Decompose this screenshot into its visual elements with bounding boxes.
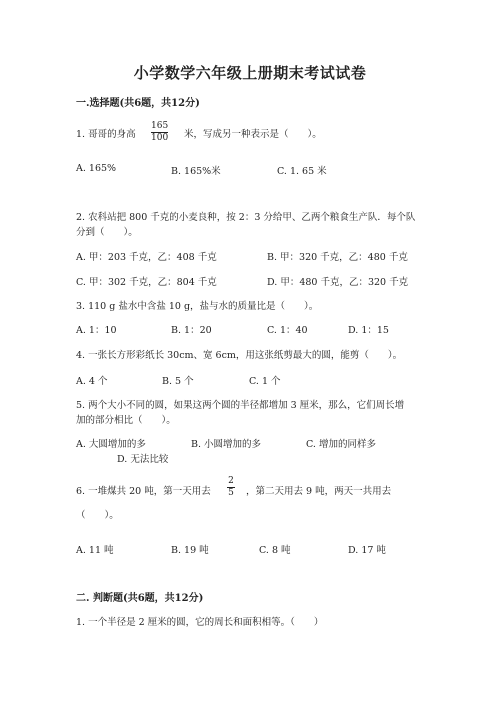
question-2-option-b: B. 甲：320 千克，乙：480 千克: [267, 252, 408, 263]
question-5-line-2: 加的部分相比（ ）。: [76, 415, 176, 426]
question-1-fraction: [151, 121, 168, 144]
question-5-option-a: A. 大圆增加的多: [76, 439, 146, 450]
question-6-option-a: A. 11 吨: [76, 545, 114, 556]
question-5-option-d: D. 无法比较: [117, 454, 169, 465]
question-2-option-d: D. 甲：480 千克，乙：320 千克: [267, 277, 409, 288]
question-3-option-c: C. 1：40: [267, 325, 308, 336]
question-4-option-c: C. 1 个: [249, 376, 281, 387]
question-6-option-b: B. 19 吨: [171, 545, 209, 556]
question-3-option-a: A. 1：10: [76, 325, 117, 336]
judgement-1-line-1: 1. 一个半径是 2 厘米的圆，它的周长和面积相等。（ ）: [76, 617, 324, 628]
fraction-numerator: 2: [228, 476, 234, 486]
question-6-option-d: D. 17 吨: [348, 545, 386, 556]
question-6-suffix: ，第二天用去 9 吨，两天一共用去: [246, 486, 392, 497]
question-3-option-b: B. 1：20: [171, 325, 212, 336]
page-title: 小学数学六年级上册期末考试试卷: [133, 64, 367, 82]
fraction-numerator: 165: [151, 121, 169, 131]
section-heading-choice: 一.选择题(共6题，共12分): [76, 98, 200, 109]
question-3-line-1: 3. 110 g 盐水中含盐 10 g，盐与水的质量比是（ ）。: [76, 301, 319, 312]
question-4-option-b: B. 5 个: [162, 376, 194, 387]
question-1-option-c: C. 1. 65 米: [277, 166, 327, 177]
question-4-line-1: 4. 一张长方形彩纸长 30cm、宽 6cm，用这张纸剪最大的圆，能剪（ ）。: [76, 350, 403, 361]
fraction-denominator: 100: [151, 133, 169, 143]
question-6-line-2: （ ）。: [76, 510, 119, 521]
question-2-line-2: 分到（ ）。: [76, 227, 138, 238]
question-6-prefix: 6. 一堆煤共 20 吨，第一天用去: [76, 486, 211, 497]
question-1-option-b: B. 165%米: [171, 166, 221, 177]
question-1-suffix: 米，写成另一种表示是（ ）。: [184, 129, 322, 140]
question-6-fraction: [227, 476, 235, 499]
question-5-option-b: B. 小圆增加的多: [191, 439, 262, 450]
question-3-option-d: D. 1：15: [348, 325, 389, 336]
section-heading-judgement: 二. 判断题(共6题，共12分): [76, 593, 204, 604]
question-1-prefix: 1. 哥哥的身高: [76, 129, 136, 140]
question-5-option-c: C. 增加的同样多: [306, 439, 376, 450]
question-4-option-a: A. 4 个: [76, 376, 108, 387]
question-2-option-a: A. 甲：203 千克，乙：408 千克: [76, 252, 217, 263]
question-1-option-a: A. 165%: [76, 163, 117, 174]
fraction-denominator: 5: [228, 488, 234, 498]
question-6-option-c: C. 8 吨: [259, 545, 291, 556]
question-2-option-c: C. 甲：302 千克，乙：804 千克: [76, 277, 217, 288]
question-2-line-1: 2. 农科站把 800 千克的小麦良种，按 2：3 分给甲、乙两个粮食生产队．每个队: [76, 212, 416, 223]
question-5-line-1: 5. 两个大小不同的圆，如果这两个圆的半径都增加 3 厘米，那么，它们周长增: [76, 400, 405, 411]
